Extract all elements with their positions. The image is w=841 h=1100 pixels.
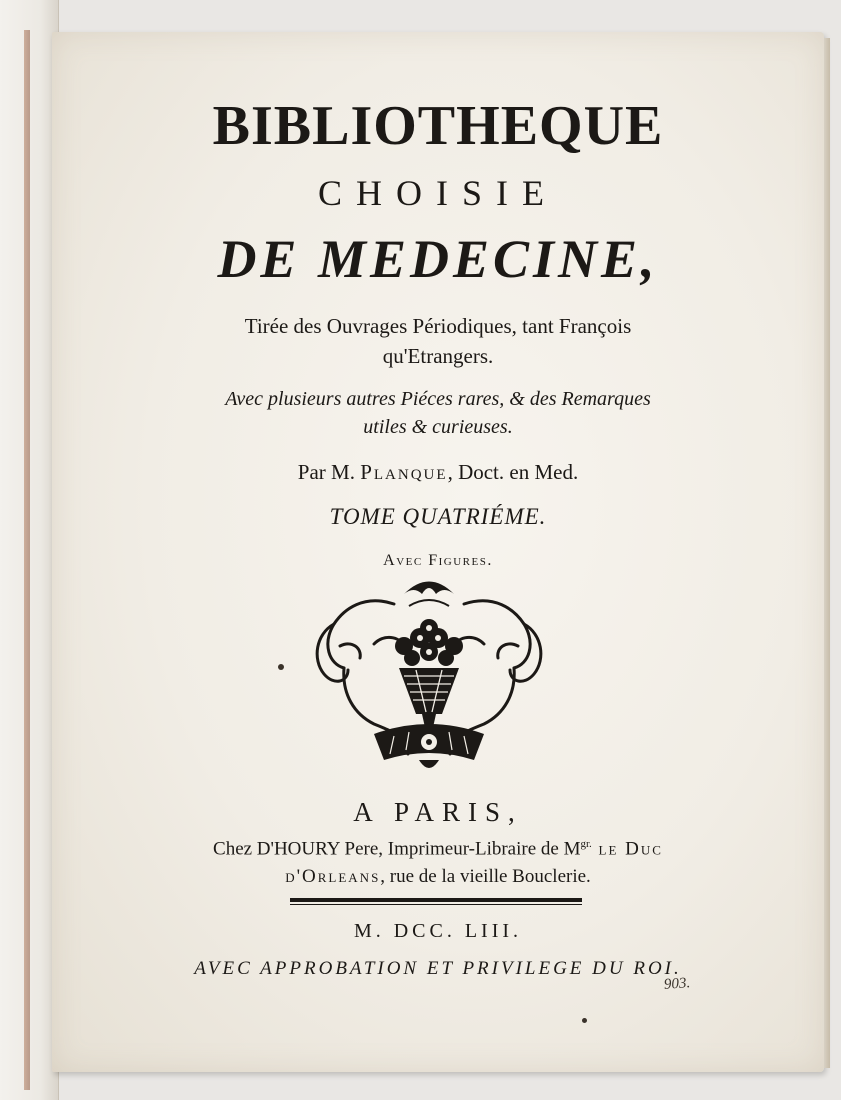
printer-line-1-duc: le Duc [591, 838, 663, 860]
printer-line-1-superscript: gr. [580, 838, 592, 850]
subtitle-line-1: Tirée des Ouvrages Périodiques, tant François [244, 314, 632, 338]
author-line [52, 460, 824, 485]
extra-line-1: Avec plusieurs autres Piéces rares, & des Remarques [225, 388, 651, 410]
red-page-edge [24, 30, 30, 1090]
author-name: Planque [360, 460, 448, 484]
extra-line-2: utiles & curieuses. [363, 416, 513, 438]
double-rule-thick [290, 898, 582, 902]
title-line-1: BIBLIOTHEQUE [212, 95, 664, 157]
double-rule-thin [290, 904, 582, 905]
handwritten-note: 903. [663, 975, 691, 993]
printer-line-2 [52, 866, 824, 888]
cartouche-basket-of-flowers-icon [304, 564, 554, 779]
printer-line-2-text: , rue de la vieille Bouclerie. [380, 866, 591, 887]
printer-line-1 [52, 838, 824, 860]
printer-line-2-orleans: d'Orleans [285, 866, 381, 887]
imprint-place: A PARIS, [353, 797, 523, 827]
title-line-2: CHOISIE [318, 173, 558, 213]
ink-speck [278, 664, 284, 670]
title-line-3: DE MEDECINE, [217, 229, 659, 289]
printer-line-1-text: Chez D'HOURY Pere, Imprimeur-Libraire de M [213, 838, 581, 860]
figures-line: Avec Figures. [383, 552, 493, 569]
subtitle-line-2: qu'Etrangers. [382, 344, 494, 368]
royal-privilege-line: AVEC APPROBATION ET PRIVILEGE DU ROI. [194, 958, 682, 979]
author-suffix: , Doct. en Med. [447, 460, 579, 484]
author-prefix: Par M. [297, 460, 355, 484]
facing-page-edge [0, 0, 59, 1100]
ink-speck-bottom [582, 1018, 587, 1023]
publication-year: M. DCC. LIII. [353, 920, 523, 942]
title-page [52, 32, 824, 1072]
volume-line: TOME QUATRIÉME. [329, 504, 547, 529]
